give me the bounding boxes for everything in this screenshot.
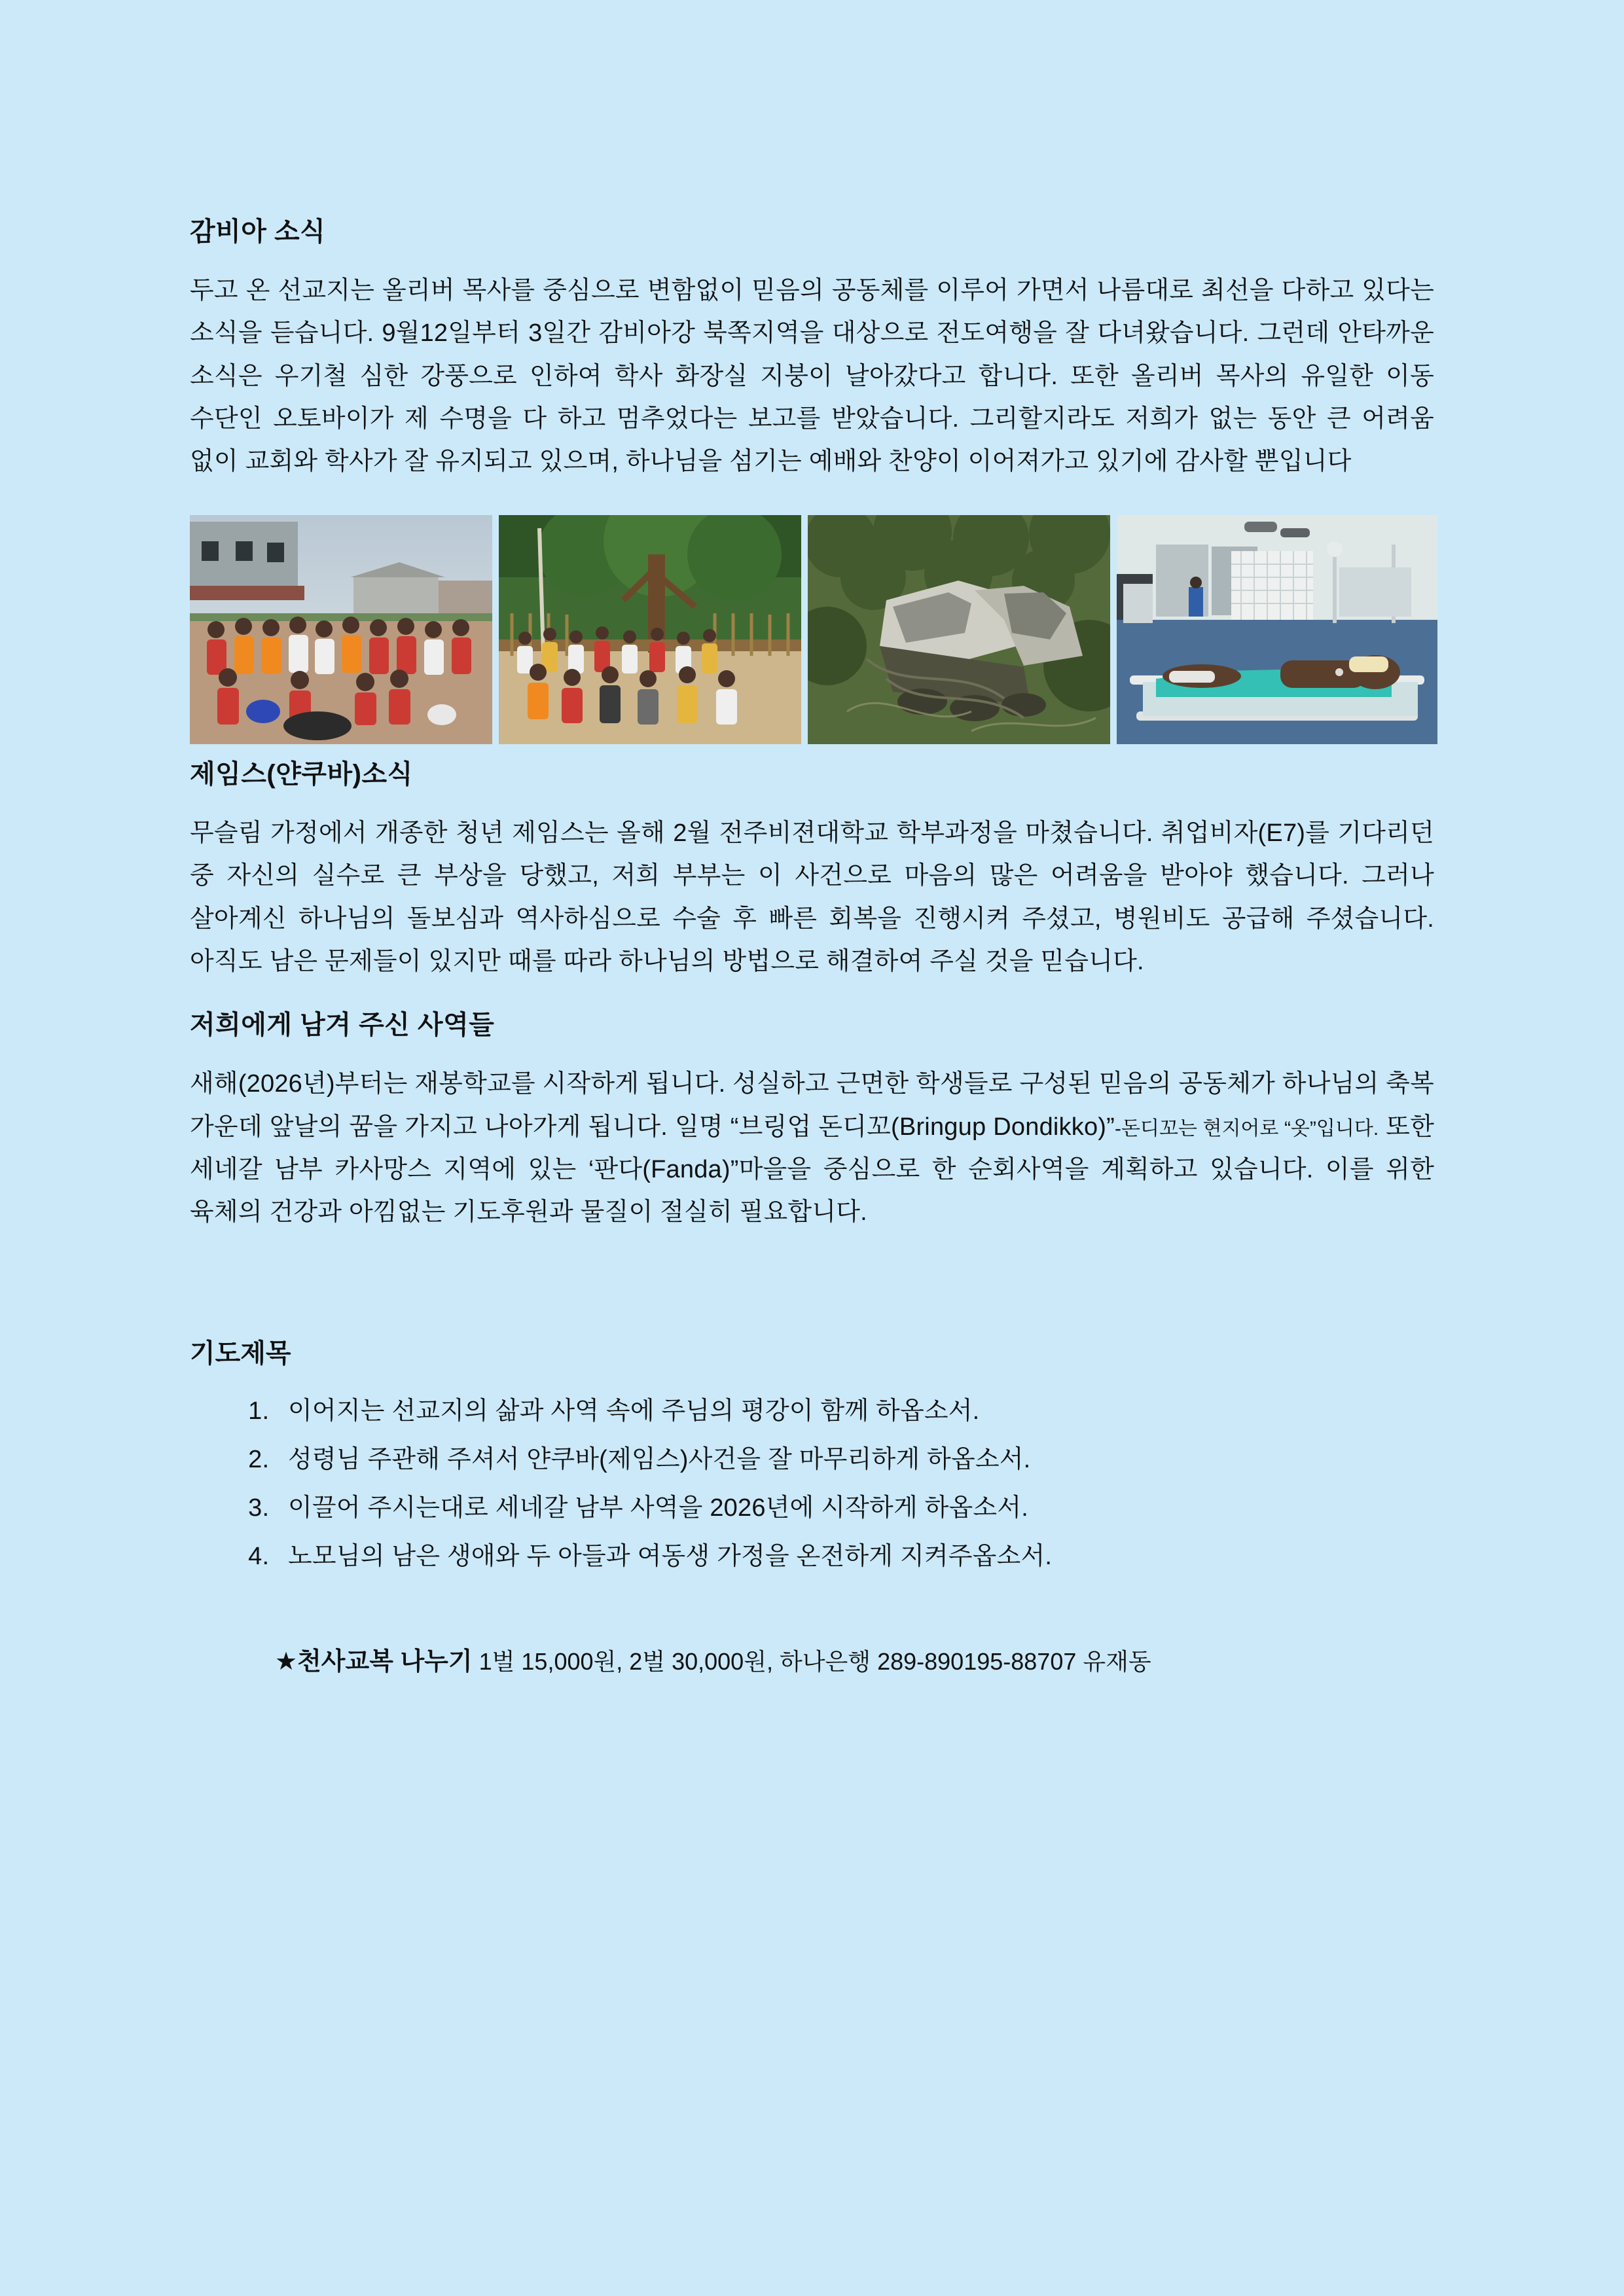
ministries-paragraph-note: -돈디꼬는 현지어로 “옷”입니다. <box>1115 1117 1379 1139</box>
ministries-paragraph-part1: 새해(2026년)부터는 재봉학교를 시작하게 됩니다. 성실하고 근면한 학생들로 구성된 믿음의 공동체가 하나님의 축복 가운데 앞날의 꿈을 가지고 나아가게 됩니다. 일명 “브링업 돈디꼬(Bringup Dondikko)” <box>190 1070 1434 1141</box>
village-gathering-photo <box>499 515 801 744</box>
prayer-list-item: 3. 이끌어 주시는대로 세네갈 남부 사역을 2026년에 시작하게 하옵소서. <box>276 1484 1434 1532</box>
prayer-list <box>190 1387 1434 1581</box>
hospital-patient-photo <box>1117 515 1437 744</box>
section-heading-ministries: 저희에게 남겨 주신 사역들 <box>190 1011 495 1040</box>
section-heading-james: 제임스(얀쿠바)소식 <box>190 759 413 789</box>
prayer-list-item: 1. 이어지는 선교지의 삶과 사역 속에 주님의 평강이 함께 하옵소서. <box>276 1387 1434 1435</box>
spacer <box>190 983 1434 1009</box>
donation-title: 천사교복 나누기 <box>297 1648 473 1676</box>
prayer-list-item: 2. 성령님 주관해 주셔서 얀쿠바(제임스)사건을 잘 마무리하게 하옵소서. <box>276 1435 1434 1484</box>
prayer-list-item: 4. 노모님의 남은 생애와 두 아들과 여동생 가정을 온전하게 지켜주옵소서. <box>276 1532 1434 1581</box>
spacer <box>190 1234 1434 1333</box>
wrecked-vehicle-photo <box>808 515 1110 744</box>
prayer-heading: 기도제목 <box>190 1338 291 1368</box>
ministries-paragraph-part2: 또한 세네갈 남부 카사망스 지역에 있는 ‘판다(Fanda)”마을을 중심으로 한 순회사역을 계획하고 있습니다. 이를 위한 육체의 건강과 아낌없는 기도후원과 물질이 절실히 필요합니다. <box>190 1113 1434 1227</box>
section-paragraph-james: 무슬림 가정에서 개종한 청년 제임스는 올해 2월 전주비젼대학교 학부과정을 마쳤습니다. 취업비자(E7)를 기다리던 중 자신의 실수로 큰 부상을 당했고, 저희 부부는 이 사건으로 마음의 많은 어려움을 받아야 했습니다. 그러나 살아계신 하나님의 돌보심과 역사하심으로 수술 후 빠른 회복을 진행시켜 주셨고, 병원비도 공급해 주셨습니다. 아직도 남은 문제들이 있지만 때를 따라 하나님의 방법으로 해결하여 주실 것을 믿습니다. <box>190 819 1434 975</box>
donation-details: 1벌 15,000원, 2벌 30,000원, 하나은행 289-890195-88707 유재동 <box>472 1648 1151 1676</box>
section-heading-gambia: 감비아 소식 <box>190 217 326 246</box>
donation-line <box>190 1643 1434 1681</box>
group-photo-mission-team <box>190 515 492 744</box>
photo-strip <box>190 515 1434 744</box>
star-icon: ★ <box>275 1648 298 1676</box>
section-paragraph-ministries <box>190 1063 1434 1234</box>
section-paragraph-gambia: 두고 온 선교지는 올리버 목사를 중심으로 변함없이 믿음의 공동체를 이루어 가면서 나름대로 최선을 다하고 있다는 소식을 듣습니다. 9월12일부터 3일간 감비아강 북쪽지역을 대상으로 전도여행을 잘 다녀왔습니다. 그런데 안타까운 소식은 우기철 심한 강풍으로 인하여 학사 화장실 지붕이 날아갔다고 합니다. 또한 올리버 목사의 유일한 이동 수단인 오토바이가 제 수명을 다 하고 멈추었다는 보고를 받았습니다. 그리할지라도 저희가 없는 동안 큰 어려움 없이 교회와 학사가 잘 유지되고 있으며, 하나님을 섬기는 예배와 찬양이 이어져가고 있기에 감사할 뿐입니다 <box>190 277 1434 476</box>
